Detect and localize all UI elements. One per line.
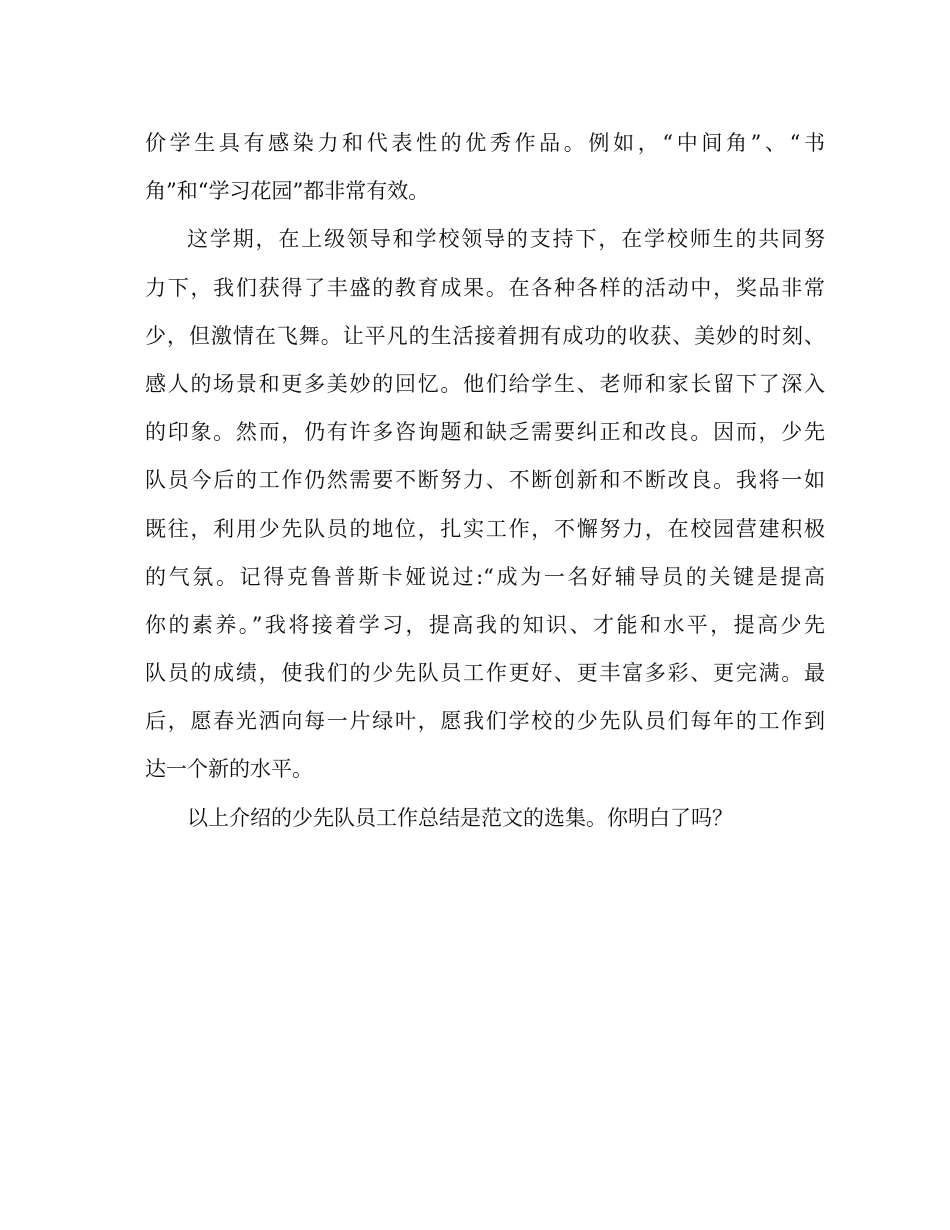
text-line: 少，但激情在飞舞。让平凡的生活接着拥有成功的收获、美妙的时刻、 xyxy=(145,323,825,348)
text-line: 你的素养。”我将接着学习，提高我的知识、才能和水平，提高少先 xyxy=(145,612,825,637)
text-line: 的印象。然而，仍有许多咨询题和缺乏需要纠正和改良。因而，少先 xyxy=(145,420,825,445)
text-line: 的气氛。记得克鲁普斯卡娅说过:“成为一名好辅导员的关键是提高 xyxy=(145,564,825,589)
text-line: 达一个新的水平。 xyxy=(145,757,313,782)
text-line: 以上介绍的少先队员工作总结是范文的选集。你明白了吗？ xyxy=(187,805,733,830)
text-line: 队员今后的工作仍然需要不断努力、不断创新和不断改良。我将一如 xyxy=(145,468,825,493)
text-line: 队员的成绩，使我们的少先队员工作更好、更丰富多彩、更完满。最 xyxy=(145,661,825,686)
document-body xyxy=(145,119,825,842)
text-line: 既往，利用少先队员的地位，扎实工作，不懈努力，在校园营建积极 xyxy=(145,516,825,541)
text-line: 感人的场景和更多美妙的回忆。他们给学生、老师和家长留下了深入 xyxy=(145,371,825,396)
text-line: 后，愿春光洒向每一片绿叶，愿我们学校的少先队员们每年的工作到 xyxy=(145,709,825,734)
text-line: 角”和“学习花园”都非常有效。 xyxy=(145,179,430,204)
text-line: 力下，我们获得了丰盛的教育成果。在各种各样的活动中，奖品非常 xyxy=(145,275,825,300)
text-line: 价学生具有感染力和代表性的优秀作品。例如，“中间角”、“书 xyxy=(145,131,825,155)
text-line: 这学期，在上级领导和学校领导的支持下，在学校师生的共同努 xyxy=(187,227,825,252)
